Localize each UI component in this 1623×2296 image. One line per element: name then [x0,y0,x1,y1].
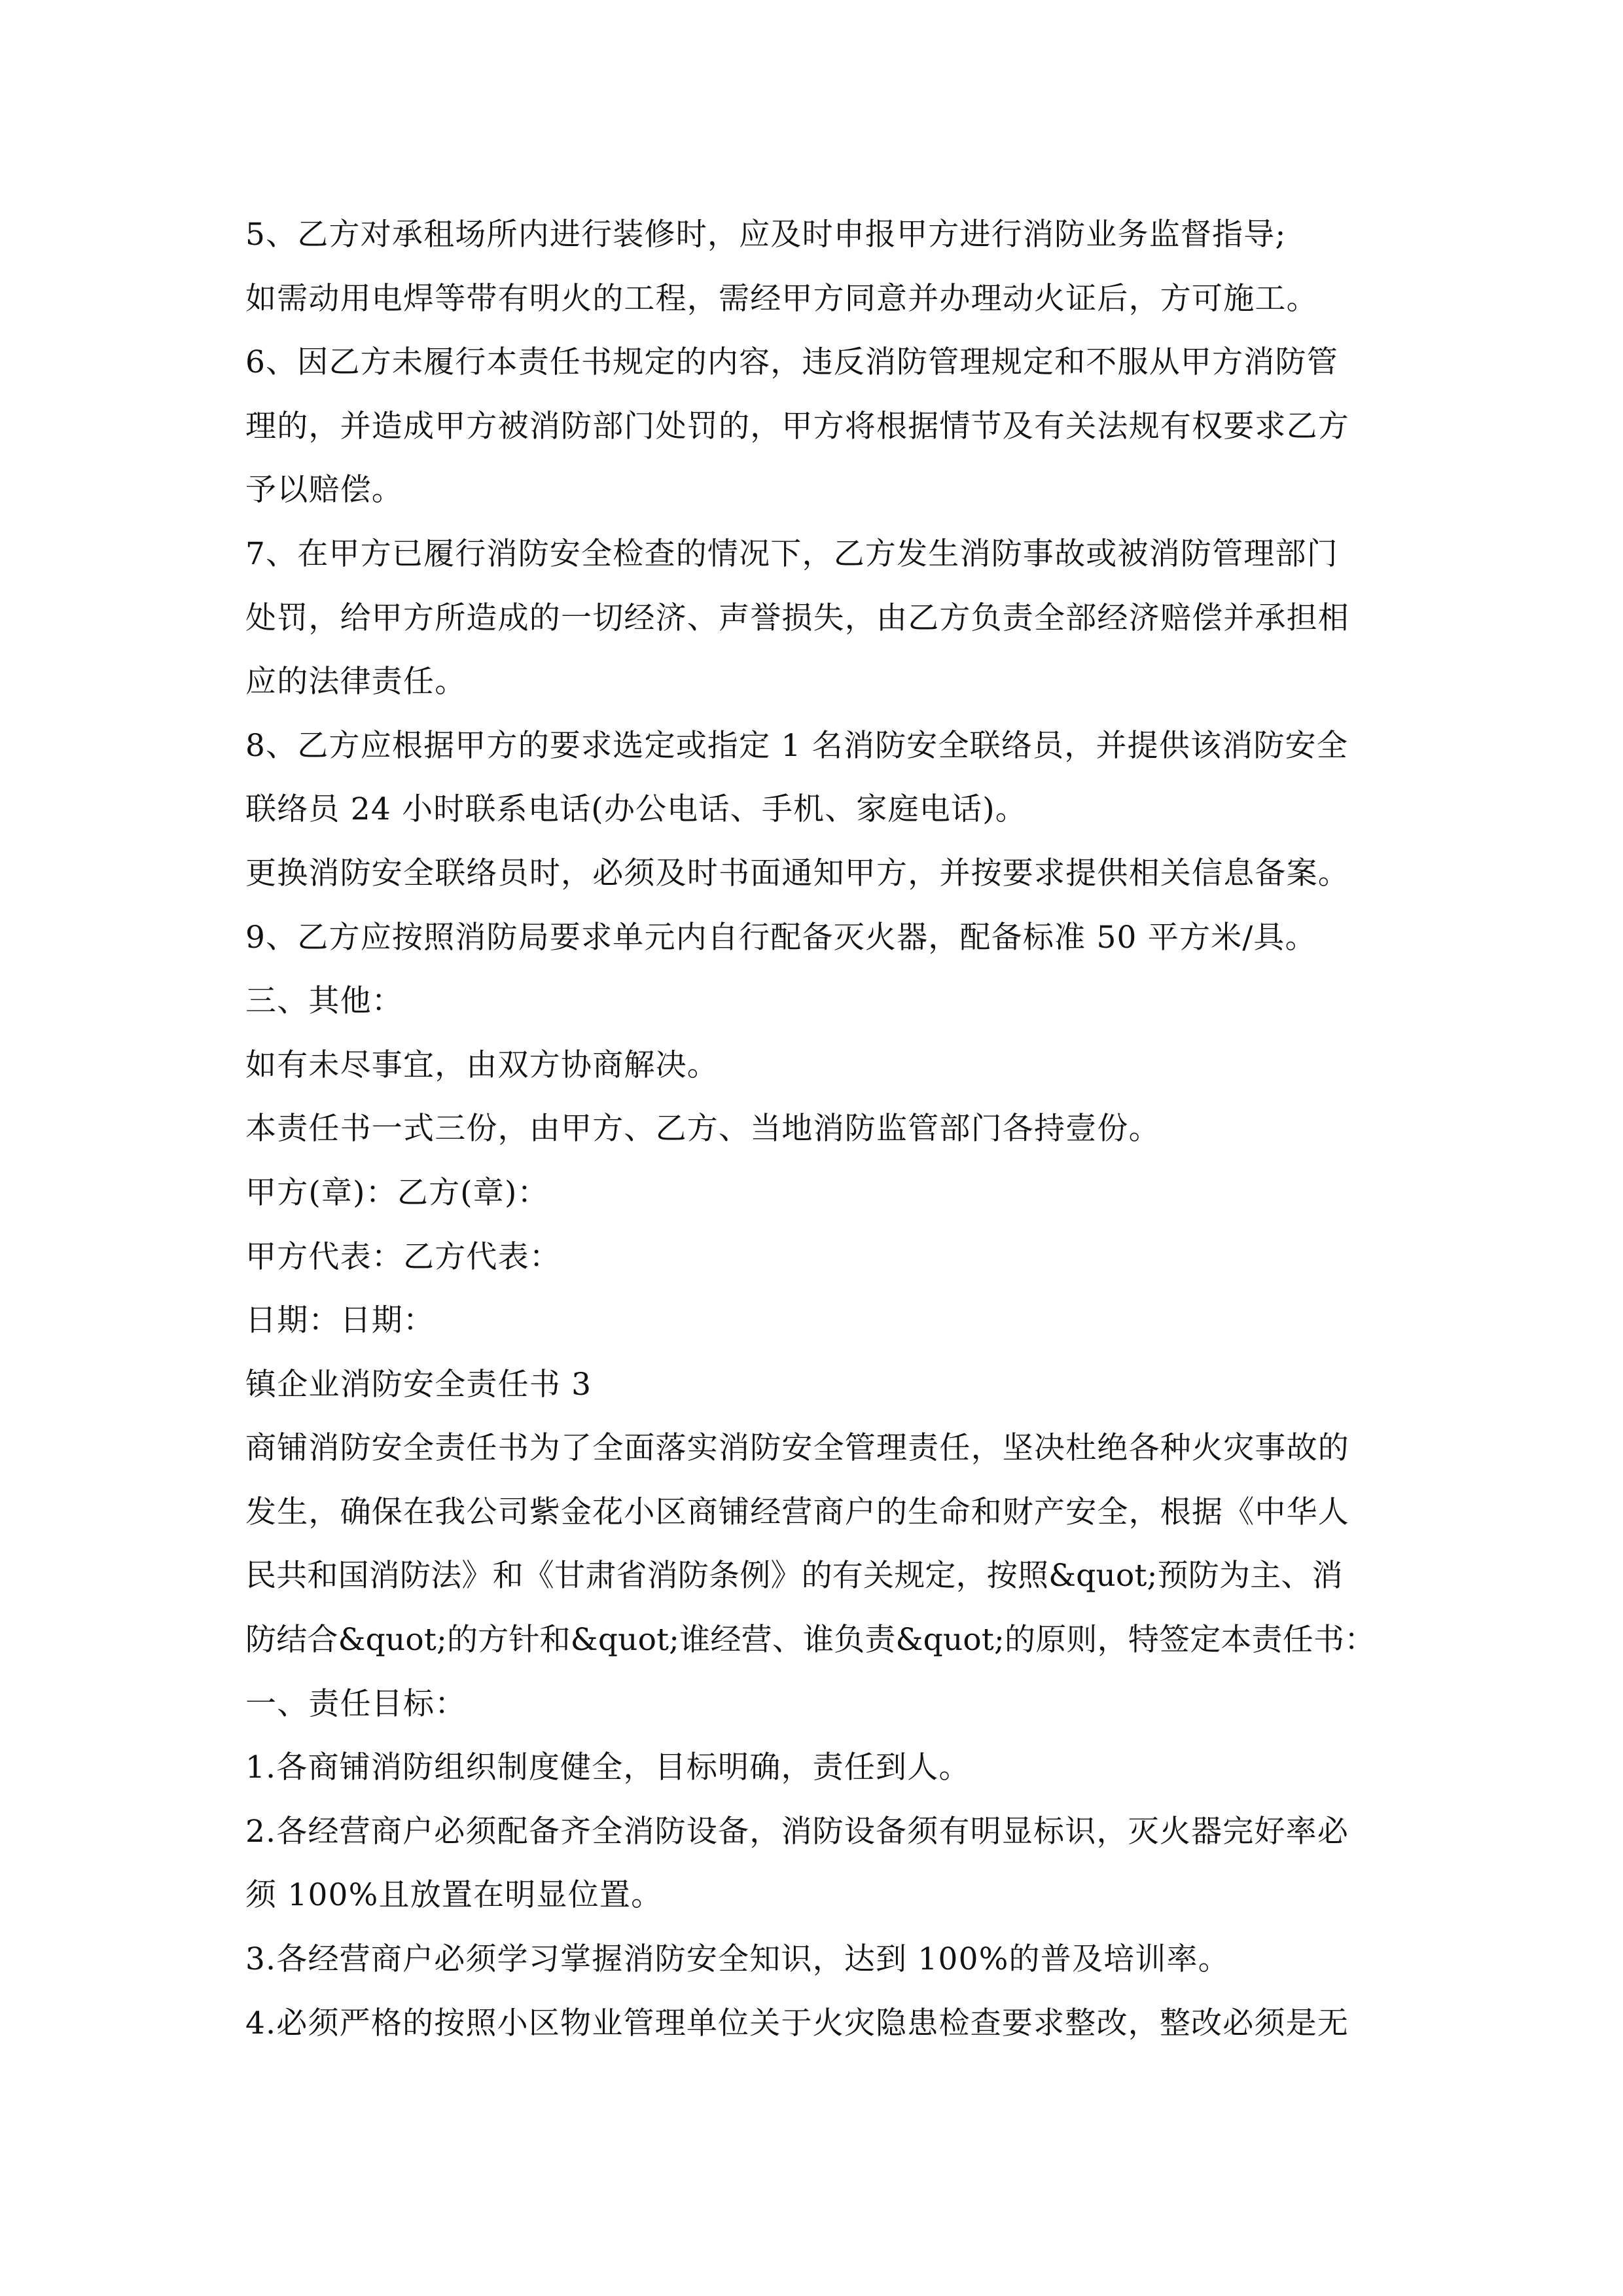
text-line: 7、在甲方已履行消防安全检查的情况下，乙方发生消防事故或被消防管理部门 [245,535,1338,572]
text-line: 更换消防安全联络员时，必须及时书面通知甲方，并按要求提供相关信息备案。 [245,855,1349,891]
date-line: 日期：日期： [245,1302,435,1339]
text-line: 民共和国消防法》和《甘肃省消防条例》的有关规定，按照&quot;预防为主、消 [245,1558,1343,1594]
list-item: 3.各经营商户必须学习掌握消防安全知识，达到 100%的普及培训率。 [245,1941,1230,1978]
text-line: 如需动用电焊等带有明火的工程，需经甲方同意并办理动火证后，方可施工。 [245,280,1318,317]
text-line: 5、乙方对承租场所内进行装修时，应及时申报甲方进行消防业务监督指导; [245,217,1287,253]
text-line: 应的法律责任。 [245,664,467,700]
text-line: 处罚，给甲方所造成的一切经济、声誉损失，由乙方负责全部经济赔偿并承担相 [245,600,1349,636]
text-line: 如有未尽事宜，由双方协商解决。 [245,1047,719,1083]
text-line: 防结合&quot;的方针和&quot;谁经营、谁负责&quot;的原则，特签定本责任书： [245,1622,1376,1659]
text-line: 予以赔偿。 [245,472,403,509]
document-body [245,203,1397,2055]
list-item: 1.各商铺消防组织制度健全，目标明确，责任到人。 [245,1749,971,1786]
text-line: 理的，并造成甲方被消防部门处罚的，甲方将根据情节及有关法规有权要求乙方 [245,408,1349,444]
text-line: 8、乙方应根据甲方的要求选定或指定 1 名消防安全联络员，并提供该消防安全 [245,727,1349,764]
list-item: 4.必须严格的按照小区物业管理单位关于火灾隐患检查要求整改，整改必须是无 [245,2005,1349,2041]
text-line: 6、因乙方未履行本责任书规定的内容，违反消防管理规定和不服从甲方消防管 [245,344,1338,381]
text-line: 商铺消防安全责任书为了全面落实消防安全管理责任，坚决杜绝各种火灾事故的 [245,1430,1349,1467]
text-line: 9、乙方应按照消防局要求单元内自行配备灭火器，配备标准 50 平方米/具。 [245,919,1317,956]
text-line: 发生，确保在我公司紫金花小区商铺经营商户的生命和财产安全，根据《中华人 [245,1494,1349,1530]
text-line: 本责任书一式三份，由甲方、乙方、当地消防监管部门各持壹份。 [245,1111,1160,1147]
signature-line: 甲方(章)：乙方(章)： [245,1174,549,1211]
section-heading: 三、其他： [245,983,403,1020]
signature-line: 甲方代表：乙方代表： [245,1238,561,1275]
section-heading: 一、责任目标： [245,1685,467,1722]
list-item: 2.各经营商户必须配备齐全消防设备，消防设备须有明显标识，灭火器完好率必 [245,1813,1349,1850]
document-title: 镇企业消防安全责任书 3 [245,1366,592,1403]
text-line: 联络员 24 小时联系电话(办公电话、手机、家庭电话)。 [245,791,1027,828]
text-line: 须 100%且放置在明显位置。 [245,1877,663,1914]
